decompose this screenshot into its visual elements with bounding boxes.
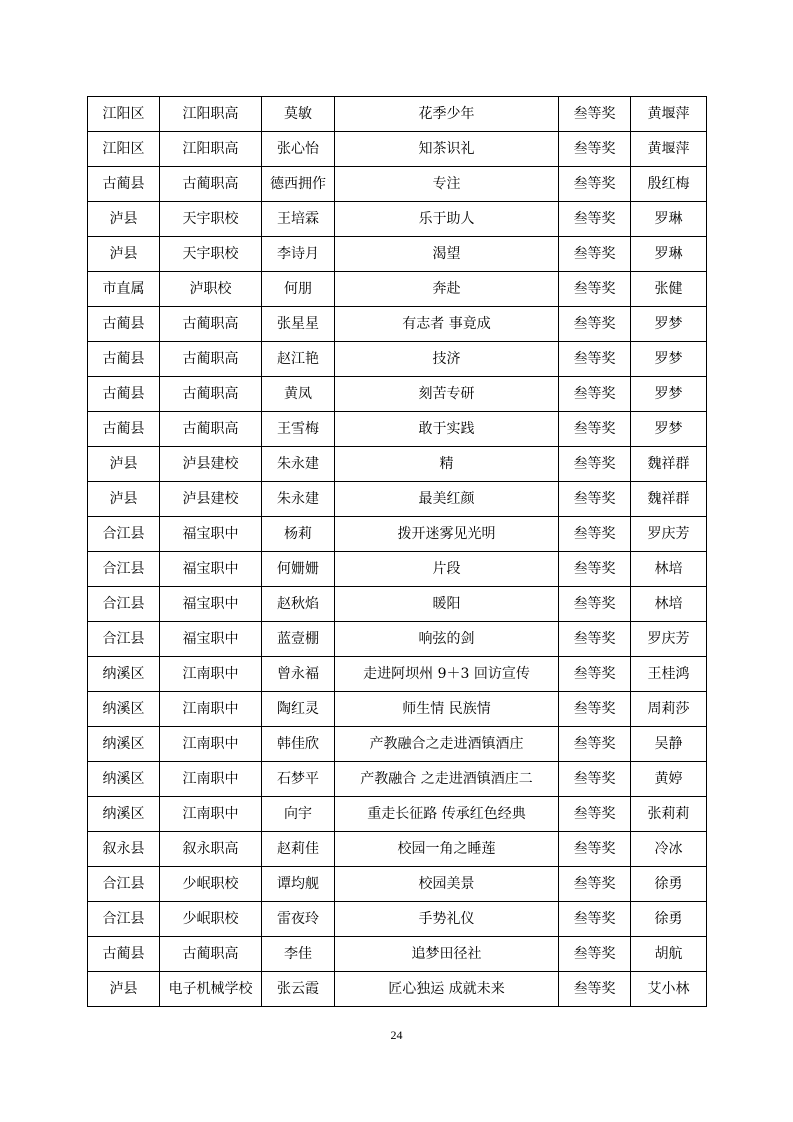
teacher-cell: 艾小林: [631, 972, 707, 1007]
teacher-cell: 胡航: [631, 937, 707, 972]
student-cell: 蓝壹棚: [262, 622, 335, 657]
work-title-cell: 精: [335, 447, 559, 482]
district-cell: 合江县: [88, 867, 160, 902]
teacher-cell: 罗梦: [631, 377, 707, 412]
work-title-cell: 渴望: [335, 237, 559, 272]
school-cell: 泸县建校: [160, 447, 262, 482]
district-cell: 合江县: [88, 622, 160, 657]
school-cell: 福宝职中: [160, 552, 262, 587]
teacher-cell: 林培: [631, 552, 707, 587]
work-title-cell: 乐于助人: [335, 202, 559, 237]
school-cell: 泸县建校: [160, 482, 262, 517]
work-title-cell: 产教融合 之走进酒镇酒庄二: [335, 762, 559, 797]
table-row: [88, 517, 707, 552]
teacher-cell: 徐勇: [631, 867, 707, 902]
district-cell: 江阳区: [88, 97, 160, 132]
school-cell: 古蔺职高: [160, 412, 262, 447]
student-cell: 石梦平: [262, 762, 335, 797]
award-cell: 叁等奖: [559, 377, 631, 412]
district-cell: 江阳区: [88, 132, 160, 167]
award-cell: 叁等奖: [559, 167, 631, 202]
award-cell: 叁等奖: [559, 412, 631, 447]
student-cell: 向宇: [262, 797, 335, 832]
student-cell: 王培霖: [262, 202, 335, 237]
student-cell: 张云霞: [262, 972, 335, 1007]
school-cell: 江南职中: [160, 657, 262, 692]
award-cell: 叁等奖: [559, 342, 631, 377]
district-cell: 古蔺县: [88, 342, 160, 377]
award-cell: 叁等奖: [559, 762, 631, 797]
school-cell: 电子机械学校: [160, 972, 262, 1007]
work-title-cell: 手势礼仪: [335, 902, 559, 937]
award-cell: 叁等奖: [559, 132, 631, 167]
district-cell: 古蔺县: [88, 937, 160, 972]
work-title-cell: 技济: [335, 342, 559, 377]
award-cell: 叁等奖: [559, 832, 631, 867]
school-cell: 古蔺职高: [160, 167, 262, 202]
teacher-cell: 罗梦: [631, 412, 707, 447]
district-cell: 泸县: [88, 237, 160, 272]
award-cell: 叁等奖: [559, 902, 631, 937]
district-cell: 合江县: [88, 517, 160, 552]
district-cell: 纳溪区: [88, 797, 160, 832]
district-cell: 合江县: [88, 587, 160, 622]
school-cell: 叙永职高: [160, 832, 262, 867]
work-title-cell: 校园美景: [335, 867, 559, 902]
district-cell: 纳溪区: [88, 762, 160, 797]
award-cell: 叁等奖: [559, 307, 631, 342]
work-title-cell: 师生情 民族情: [335, 692, 559, 727]
table-row: [88, 832, 707, 867]
work-title-cell: 知茶识礼: [335, 132, 559, 167]
work-title-cell: 片段: [335, 552, 559, 587]
work-title-cell: 刻苦专研: [335, 377, 559, 412]
award-cell: 叁等奖: [559, 867, 631, 902]
table-row: [88, 622, 707, 657]
work-title-cell: 有志者 事竟成: [335, 307, 559, 342]
table-row: [88, 377, 707, 412]
work-title-cell: 暖阳: [335, 587, 559, 622]
district-cell: 古蔺县: [88, 377, 160, 412]
table-row: [88, 762, 707, 797]
student-cell: 雷夜玲: [262, 902, 335, 937]
table-row: [88, 552, 707, 587]
work-title-cell: 响弦的剑: [335, 622, 559, 657]
awards-table-body: [88, 97, 707, 1007]
page-number: 24: [390, 1028, 403, 1042]
teacher-cell: 殷红梅: [631, 167, 707, 202]
teacher-cell: 吴静: [631, 727, 707, 762]
student-cell: 黄凤: [262, 377, 335, 412]
school-cell: 江南职中: [160, 797, 262, 832]
table-row: [88, 727, 707, 762]
work-title-cell: 匠心独运 成就未来: [335, 972, 559, 1007]
award-cell: 叁等奖: [559, 202, 631, 237]
teacher-cell: 罗琳: [631, 237, 707, 272]
student-cell: 曾永褔: [262, 657, 335, 692]
district-cell: 市直属: [88, 272, 160, 307]
award-cell: 叁等奖: [559, 587, 631, 622]
table-row: [88, 412, 707, 447]
table-row: [88, 482, 707, 517]
award-cell: 叁等奖: [559, 237, 631, 272]
table-row: [88, 902, 707, 937]
teacher-cell: 罗梦: [631, 307, 707, 342]
student-cell: 赵秋焰: [262, 587, 335, 622]
table-row: [88, 867, 707, 902]
student-cell: 韩佳欣: [262, 727, 335, 762]
student-cell: 杨莉: [262, 517, 335, 552]
table-row: [88, 202, 707, 237]
teacher-cell: 罗庆芳: [631, 517, 707, 552]
work-title-cell: 花季少年: [335, 97, 559, 132]
teacher-cell: 周莉莎: [631, 692, 707, 727]
work-title-cell: 校园一角之睡莲: [335, 832, 559, 867]
student-cell: 李诗月: [262, 237, 335, 272]
student-cell: 赵莉佳: [262, 832, 335, 867]
table-row: [88, 167, 707, 202]
work-title-cell: 敢于实践: [335, 412, 559, 447]
school-cell: 泸职校: [160, 272, 262, 307]
award-cell: 叁等奖: [559, 622, 631, 657]
school-cell: 江阳职高: [160, 97, 262, 132]
student-cell: 谭均舰: [262, 867, 335, 902]
work-title-cell: 产教融合之走进酒镇酒庄: [335, 727, 559, 762]
table-row: [88, 307, 707, 342]
teacher-cell: 张健: [631, 272, 707, 307]
award-cell: 叁等奖: [559, 727, 631, 762]
table-row: [88, 972, 707, 1007]
work-title-cell: 走进阿坝州 9＋3 回访宣传: [335, 657, 559, 692]
award-cell: 叁等奖: [559, 97, 631, 132]
awards-table: [87, 96, 707, 1007]
district-cell: 泸县: [88, 972, 160, 1007]
district-cell: 合江县: [88, 902, 160, 937]
table-row: [88, 447, 707, 482]
award-cell: 叁等奖: [559, 937, 631, 972]
school-cell: 古蔺职高: [160, 937, 262, 972]
district-cell: 合江县: [88, 552, 160, 587]
table-row: [88, 272, 707, 307]
student-cell: 张星星: [262, 307, 335, 342]
award-cell: 叁等奖: [559, 482, 631, 517]
school-cell: 古蔺职高: [160, 342, 262, 377]
school-cell: 少岷职校: [160, 867, 262, 902]
work-title-cell: 奔赴: [335, 272, 559, 307]
school-cell: 福宝职中: [160, 587, 262, 622]
work-title-cell: 专注: [335, 167, 559, 202]
school-cell: 少岷职校: [160, 902, 262, 937]
student-cell: 李佳: [262, 937, 335, 972]
teacher-cell: 罗琳: [631, 202, 707, 237]
teacher-cell: 徐勇: [631, 902, 707, 937]
student-cell: 朱永建: [262, 447, 335, 482]
table-row: [88, 237, 707, 272]
teacher-cell: 魏祥群: [631, 482, 707, 517]
district-cell: 泸县: [88, 482, 160, 517]
table-row: [88, 132, 707, 167]
student-cell: 赵江艳: [262, 342, 335, 377]
teacher-cell: 罗梦: [631, 342, 707, 377]
student-cell: 王雪梅: [262, 412, 335, 447]
student-cell: 陶红灵: [262, 692, 335, 727]
table-row: [88, 342, 707, 377]
district-cell: 泸县: [88, 447, 160, 482]
teacher-cell: 张莉莉: [631, 797, 707, 832]
teacher-cell: 罗庆芳: [631, 622, 707, 657]
table-row: [88, 657, 707, 692]
school-cell: 江南职中: [160, 762, 262, 797]
district-cell: 古蔺县: [88, 412, 160, 447]
teacher-cell: 王桂鸿: [631, 657, 707, 692]
table-row: [88, 97, 707, 132]
teacher-cell: 黄婷: [631, 762, 707, 797]
school-cell: 福宝职中: [160, 622, 262, 657]
student-cell: 何姗姗: [262, 552, 335, 587]
teacher-cell: 冷冰: [631, 832, 707, 867]
school-cell: 古蔺职高: [160, 307, 262, 342]
award-cell: 叁等奖: [559, 447, 631, 482]
school-cell: 江南职中: [160, 692, 262, 727]
award-cell: 叁等奖: [559, 657, 631, 692]
work-title-cell: 重走长征路 传承红色经典: [335, 797, 559, 832]
award-cell: 叁等奖: [559, 552, 631, 587]
teacher-cell: 黄堰萍: [631, 97, 707, 132]
district-cell: 叙永县: [88, 832, 160, 867]
district-cell: 泸县: [88, 202, 160, 237]
award-cell: 叁等奖: [559, 797, 631, 832]
student-cell: 莫敏: [262, 97, 335, 132]
district-cell: 纳溪区: [88, 727, 160, 762]
district-cell: 纳溪区: [88, 657, 160, 692]
work-title-cell: 拨开迷雾见光明: [335, 517, 559, 552]
school-cell: 古蔺职高: [160, 377, 262, 412]
district-cell: 古蔺县: [88, 307, 160, 342]
school-cell: 天宇职校: [160, 202, 262, 237]
teacher-cell: 林培: [631, 587, 707, 622]
work-title-cell: 最美红颜: [335, 482, 559, 517]
table-row: [88, 937, 707, 972]
school-cell: 江南职中: [160, 727, 262, 762]
award-cell: 叁等奖: [559, 272, 631, 307]
teacher-cell: 黄堰萍: [631, 132, 707, 167]
student-cell: 朱永建: [262, 482, 335, 517]
district-cell: 纳溪区: [88, 692, 160, 727]
school-cell: 天宇职校: [160, 237, 262, 272]
school-cell: 福宝职中: [160, 517, 262, 552]
table-row: [88, 692, 707, 727]
district-cell: 古蔺县: [88, 167, 160, 202]
student-cell: 德西拥作: [262, 167, 335, 202]
school-cell: 江阳职高: [160, 132, 262, 167]
award-cell: 叁等奖: [559, 972, 631, 1007]
award-cell: 叁等奖: [559, 517, 631, 552]
table-row: [88, 587, 707, 622]
table-row: [88, 797, 707, 832]
award-cell: 叁等奖: [559, 692, 631, 727]
teacher-cell: 魏祥群: [631, 447, 707, 482]
work-title-cell: 追梦田径社: [335, 937, 559, 972]
student-cell: 张心怡: [262, 132, 335, 167]
student-cell: 何朋: [262, 272, 335, 307]
